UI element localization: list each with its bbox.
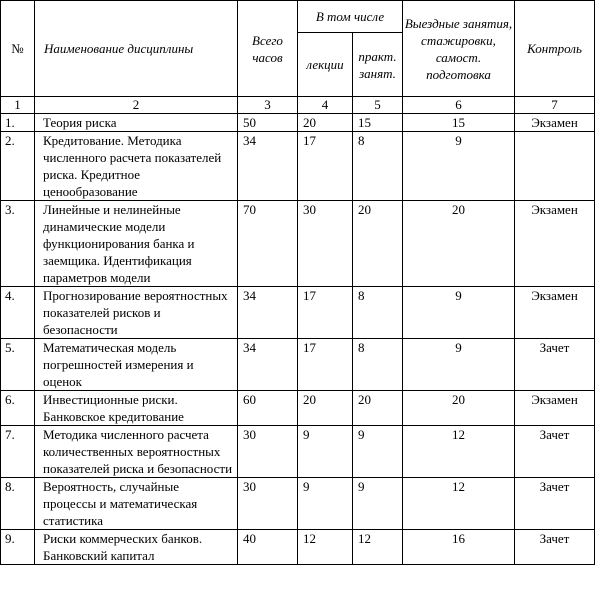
column-number: 2 bbox=[35, 97, 238, 114]
lecture-hours: 20 bbox=[298, 114, 353, 132]
header-name: Наименование дисциплины bbox=[35, 1, 238, 97]
lecture-hours: 17 bbox=[298, 339, 353, 391]
header-lectures: лекции bbox=[298, 33, 353, 97]
practice-hours: 20 bbox=[353, 391, 403, 426]
total-hours: 34 bbox=[238, 287, 298, 339]
lecture-hours: 20 bbox=[298, 391, 353, 426]
table-row bbox=[1, 114, 595, 132]
control-type: Экзамен bbox=[515, 201, 595, 287]
field-hours: 20 bbox=[403, 201, 515, 287]
field-hours: 16 bbox=[403, 530, 515, 565]
lecture-hours: 9 bbox=[298, 478, 353, 530]
row-number: 5. bbox=[1, 339, 35, 391]
header-total: Всего часов bbox=[238, 1, 298, 97]
field-hours: 12 bbox=[403, 478, 515, 530]
column-number: 4 bbox=[298, 97, 353, 114]
table-row bbox=[1, 132, 595, 201]
control-type: Зачет bbox=[515, 339, 595, 391]
control-type: Зачет bbox=[515, 426, 595, 478]
discipline-name: Линейные и нелинейные динамические модели функционирования банка и заемщика. Идентификация параметров модели bbox=[35, 201, 238, 287]
control-type: Экзамен bbox=[515, 391, 595, 426]
table-row bbox=[1, 201, 595, 287]
table-row bbox=[1, 391, 595, 426]
table-row bbox=[1, 530, 595, 565]
row-number: 9. bbox=[1, 530, 35, 565]
row-number: 4. bbox=[1, 287, 35, 339]
control-type: Экзамен bbox=[515, 287, 595, 339]
discipline-name: Методика численного расчета количественных вероятностных показателей риска и безопасности bbox=[35, 426, 238, 478]
discipline-name: Инвестиционные риски. Банковское кредитование bbox=[35, 391, 238, 426]
total-hours: 40 bbox=[238, 530, 298, 565]
practice-hours: 8 bbox=[353, 287, 403, 339]
table-row bbox=[1, 339, 595, 391]
header-num: № bbox=[1, 1, 35, 97]
column-number: 7 bbox=[515, 97, 595, 114]
control-type: Экзамен bbox=[515, 114, 595, 132]
header-field: Выездные занятия, стажировки, самост. подготовка bbox=[403, 1, 515, 97]
table-row bbox=[1, 478, 595, 530]
header-including: В том числе bbox=[298, 1, 403, 33]
total-hours: 70 bbox=[238, 201, 298, 287]
practice-hours: 8 bbox=[353, 132, 403, 201]
row-number: 1. bbox=[1, 114, 35, 132]
field-hours: 9 bbox=[403, 339, 515, 391]
lecture-hours: 9 bbox=[298, 426, 353, 478]
control-type: Зачет bbox=[515, 478, 595, 530]
row-number: 8. bbox=[1, 478, 35, 530]
practice-hours: 9 bbox=[353, 478, 403, 530]
practice-hours: 9 bbox=[353, 426, 403, 478]
total-hours: 50 bbox=[238, 114, 298, 132]
practice-hours: 8 bbox=[353, 339, 403, 391]
field-hours: 20 bbox=[403, 391, 515, 426]
column-number: 3 bbox=[238, 97, 298, 114]
row-number: 3. bbox=[1, 201, 35, 287]
column-number: 1 bbox=[1, 97, 35, 114]
discipline-name: Прогнозирование вероятностных показателей рисков и безопасности bbox=[35, 287, 238, 339]
column-number: 5 bbox=[353, 97, 403, 114]
table-row bbox=[1, 287, 595, 339]
header-practice: практ. занят. bbox=[353, 33, 403, 97]
lecture-hours: 17 bbox=[298, 287, 353, 339]
column-number: 6 bbox=[403, 97, 515, 114]
practice-hours: 15 bbox=[353, 114, 403, 132]
row-number: 2. bbox=[1, 132, 35, 201]
field-hours: 12 bbox=[403, 426, 515, 478]
total-hours: 34 bbox=[238, 132, 298, 201]
discipline-name: Вероятность, случайные процессы и математическая статистика bbox=[35, 478, 238, 530]
row-number: 6. bbox=[1, 391, 35, 426]
table-row bbox=[1, 426, 595, 478]
discipline-name: Кредитование. Методика численного расчета показателей риска. Кредитное ценообразование bbox=[35, 132, 238, 201]
row-number: 7. bbox=[1, 426, 35, 478]
lecture-hours: 12 bbox=[298, 530, 353, 565]
field-hours: 15 bbox=[403, 114, 515, 132]
practice-hours: 20 bbox=[353, 201, 403, 287]
discipline-name: Теория риска bbox=[35, 114, 238, 132]
total-hours: 30 bbox=[238, 426, 298, 478]
discipline-name: Математическая модель погрешностей измерения и оценок bbox=[35, 339, 238, 391]
total-hours: 60 bbox=[238, 391, 298, 426]
lecture-hours: 30 bbox=[298, 201, 353, 287]
practice-hours: 12 bbox=[353, 530, 403, 565]
total-hours: 34 bbox=[238, 339, 298, 391]
column-number-row bbox=[1, 97, 595, 114]
field-hours: 9 bbox=[403, 287, 515, 339]
discipline-name: Риски коммерческих банков. Банковский капитал bbox=[35, 530, 238, 565]
field-hours: 9 bbox=[403, 132, 515, 201]
header-control: Контроль bbox=[515, 1, 595, 97]
total-hours: 30 bbox=[238, 478, 298, 530]
control-type: Зачет bbox=[515, 530, 595, 565]
control-type bbox=[515, 132, 595, 201]
lecture-hours: 17 bbox=[298, 132, 353, 201]
